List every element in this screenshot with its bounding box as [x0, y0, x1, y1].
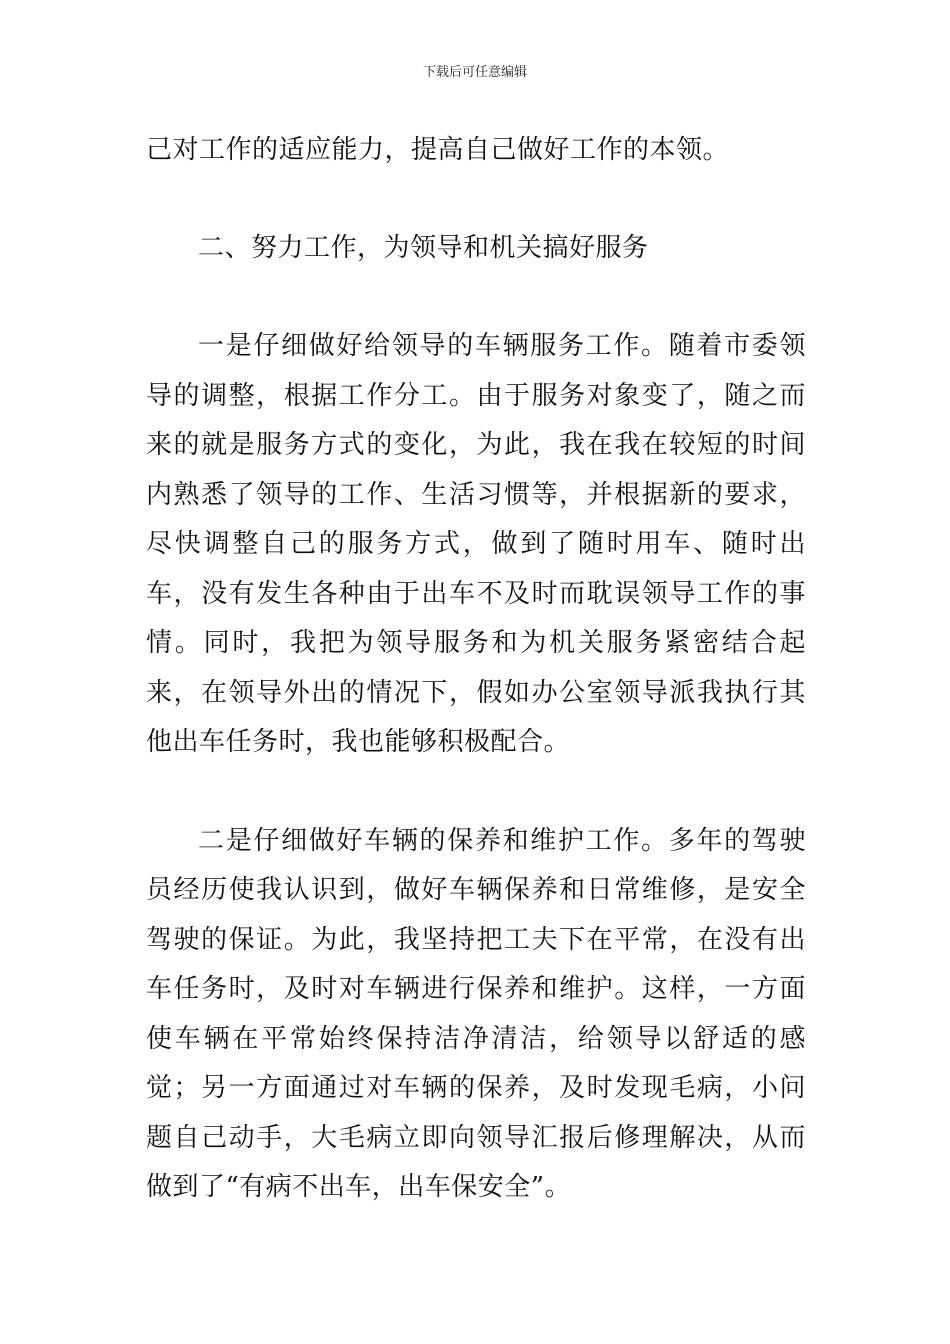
- paragraph-vehicle-service: 一是仔细做好给领导的车辆服务工作。随着市委领导的调整，根据工作分工。由于服务对象变了，随之而来的就是服务方式的变化，为此，我在我在较短的时间内熟悉了领导的工作、生活习惯等，并根据新的要求，尽快调整自己的服务方式，做到了随时用车、随时出车，没有发生各种由于出车不及时而耽误领导工作的事情。同时，我把为领导服务和为机关服务紧密结合起来，在领导外出的情况下，假如办公室领导派我执行其他出车任务时，我也能够积极配合。: [146, 331, 806, 757]
- document-body: [146, 126, 806, 1213]
- section-heading: 二、努力工作，为领导和机关搞好服务: [198, 232, 649, 263]
- page-header-note: 下载后可任意编辑: [422, 65, 527, 80]
- paragraph-continuation: 己对工作的适应能力，提高自己做好工作的本领。: [146, 135, 730, 165]
- paragraph-vehicle-maintenance: 二是仔细做好车辆的保养和维护工作。多年的驾驶员经历使我认识到，做好车辆保养和日常维修，是安全驾驶的保证。为此，我坚持把工夫下在平常，在没有出车任务时，及时对车辆进行保养和维护。这样，一方面使车辆在平常始终保持洁净清洁，给领导以舒适的感觉；另一方面通过对车辆的保养，及时发现毛病，小问题自己动手，大毛病立即向领导汇报后修理解决，从而做到了“有病不出车，出车保安全”。: [146, 825, 806, 1202]
